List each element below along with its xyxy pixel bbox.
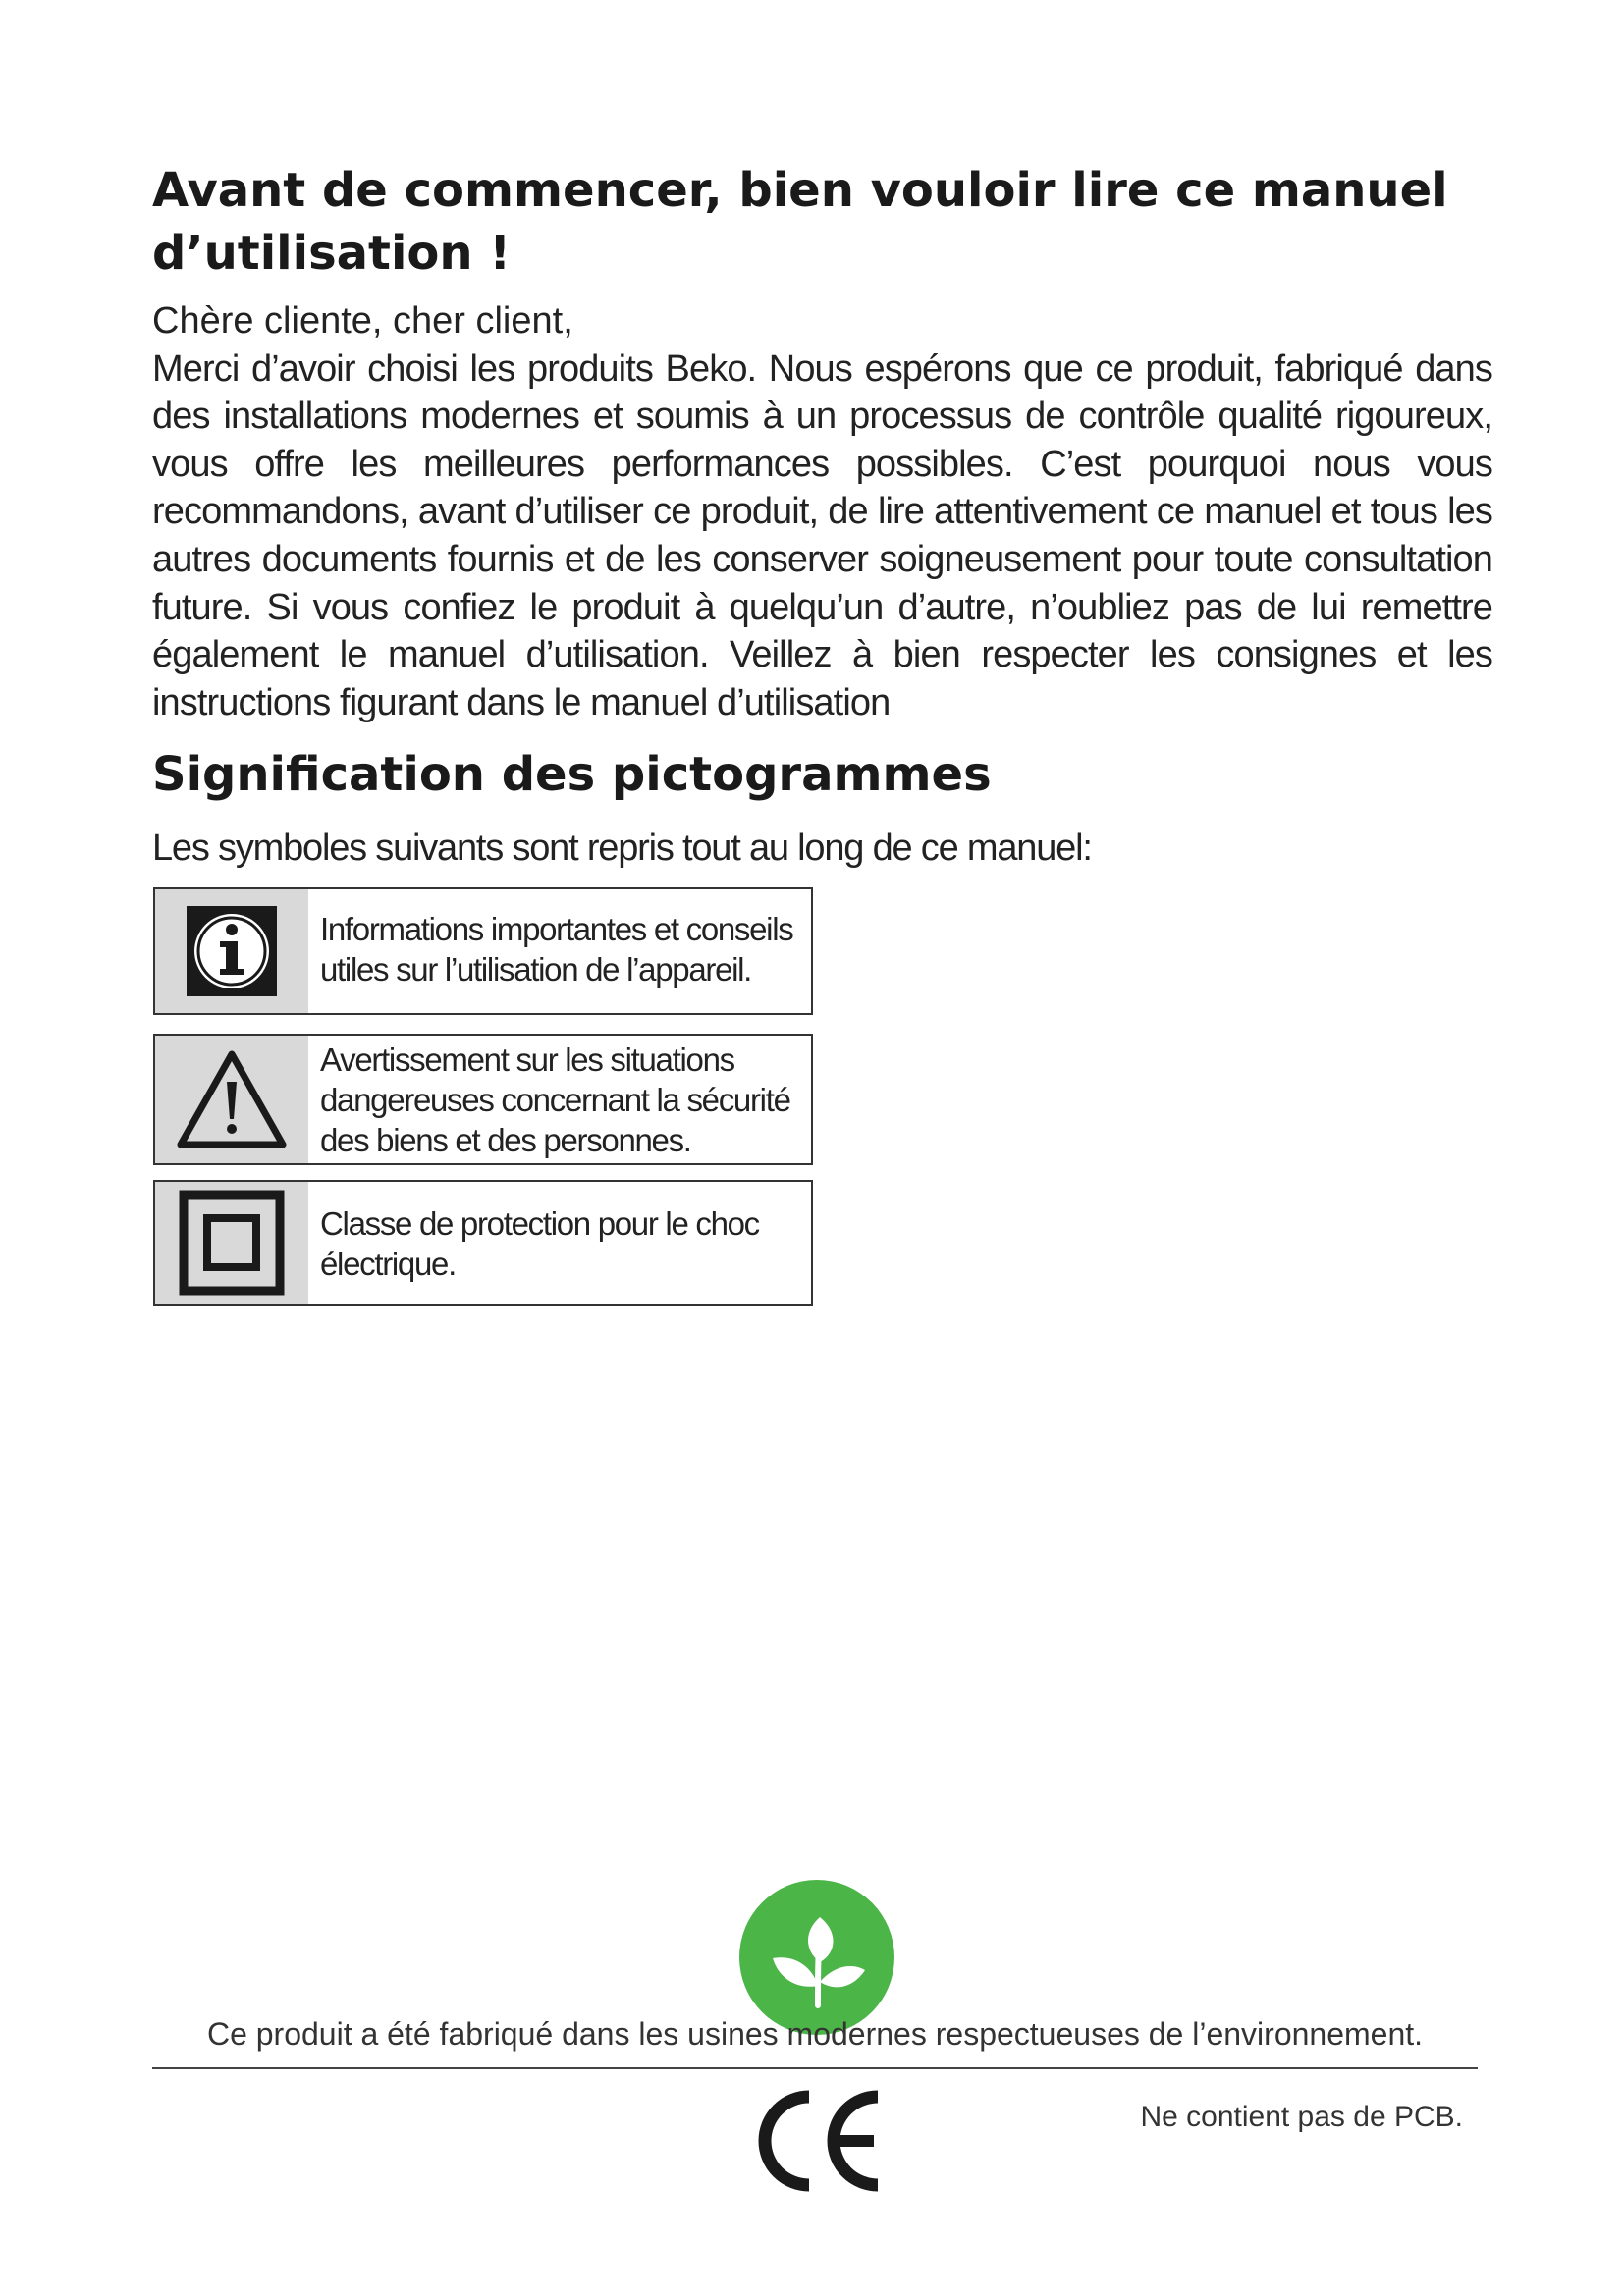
pcb-statement: Ne contient pas de PCB.	[1140, 2101, 1463, 2133]
pictogram-icon-cell	[155, 889, 308, 1013]
pictogram-text: Classe de protection pour le choc électrique.	[320, 1205, 759, 1282]
pictogram-text: Avertissement sur les situations dangereuses concernant la sécurité des biens et des personnes.	[320, 1041, 790, 1158]
section-lead: Les symboles suivants sont repris tout au long de ce manuel:	[152, 828, 1092, 869]
ce-mark-icon	[748, 2087, 886, 2195]
intro-section	[152, 297, 1492, 726]
pictogram-row-info	[153, 887, 813, 1015]
pictogram-icon-cell	[155, 1182, 308, 1304]
footer-divider	[152, 2067, 1478, 2069]
double-square-class-ii-icon	[179, 1190, 285, 1296]
info-icon	[187, 906, 277, 996]
pictogram-row-class-ii	[153, 1180, 813, 1306]
leaf-icon	[739, 1880, 894, 2035]
greeting: Chère cliente, cher client,	[152, 300, 573, 342]
page-title: Avant de commencer, bien vouloir lire ce manuel d’utilisation !	[152, 163, 1448, 281]
pictogram-row-warning	[153, 1034, 813, 1165]
environment-statement: Ce produit a été fabriqué dans les usines modernes respectueuses de l’environnement.	[206, 2016, 1424, 2052]
warning-triangle-icon	[175, 1048, 289, 1150]
pictogram-text: Informations importantes et conseils utiles sur l’utilisation de l’appareil.	[320, 911, 793, 988]
intro-paragraph: Merci d’avoir choisi les produits Beko. Nous espérons que ce produit, fabriqué dans des installations modernes et soumis à un processus de contrôle qualité rigoureux, vous offre les meilleures performances possibles. C’est pourquoi nous vous recommandons, avant d’utiliser ce produit, de lire attentivement ce manuel et tous les autres documents fournis et de les conserver soigneusement pour toute consultation future. Si vous confiez le produit à quelqu’un d’autre, n’oubliez pas de lui remettre également le manuel d’utilisation. Veillez à bien respecter les consignes et les instructions figurant dans le manuel d’utilisation	[152, 347, 1492, 723]
section-title: Signification des pictogrammes	[152, 747, 992, 802]
pictogram-icon-cell	[155, 1036, 308, 1163]
